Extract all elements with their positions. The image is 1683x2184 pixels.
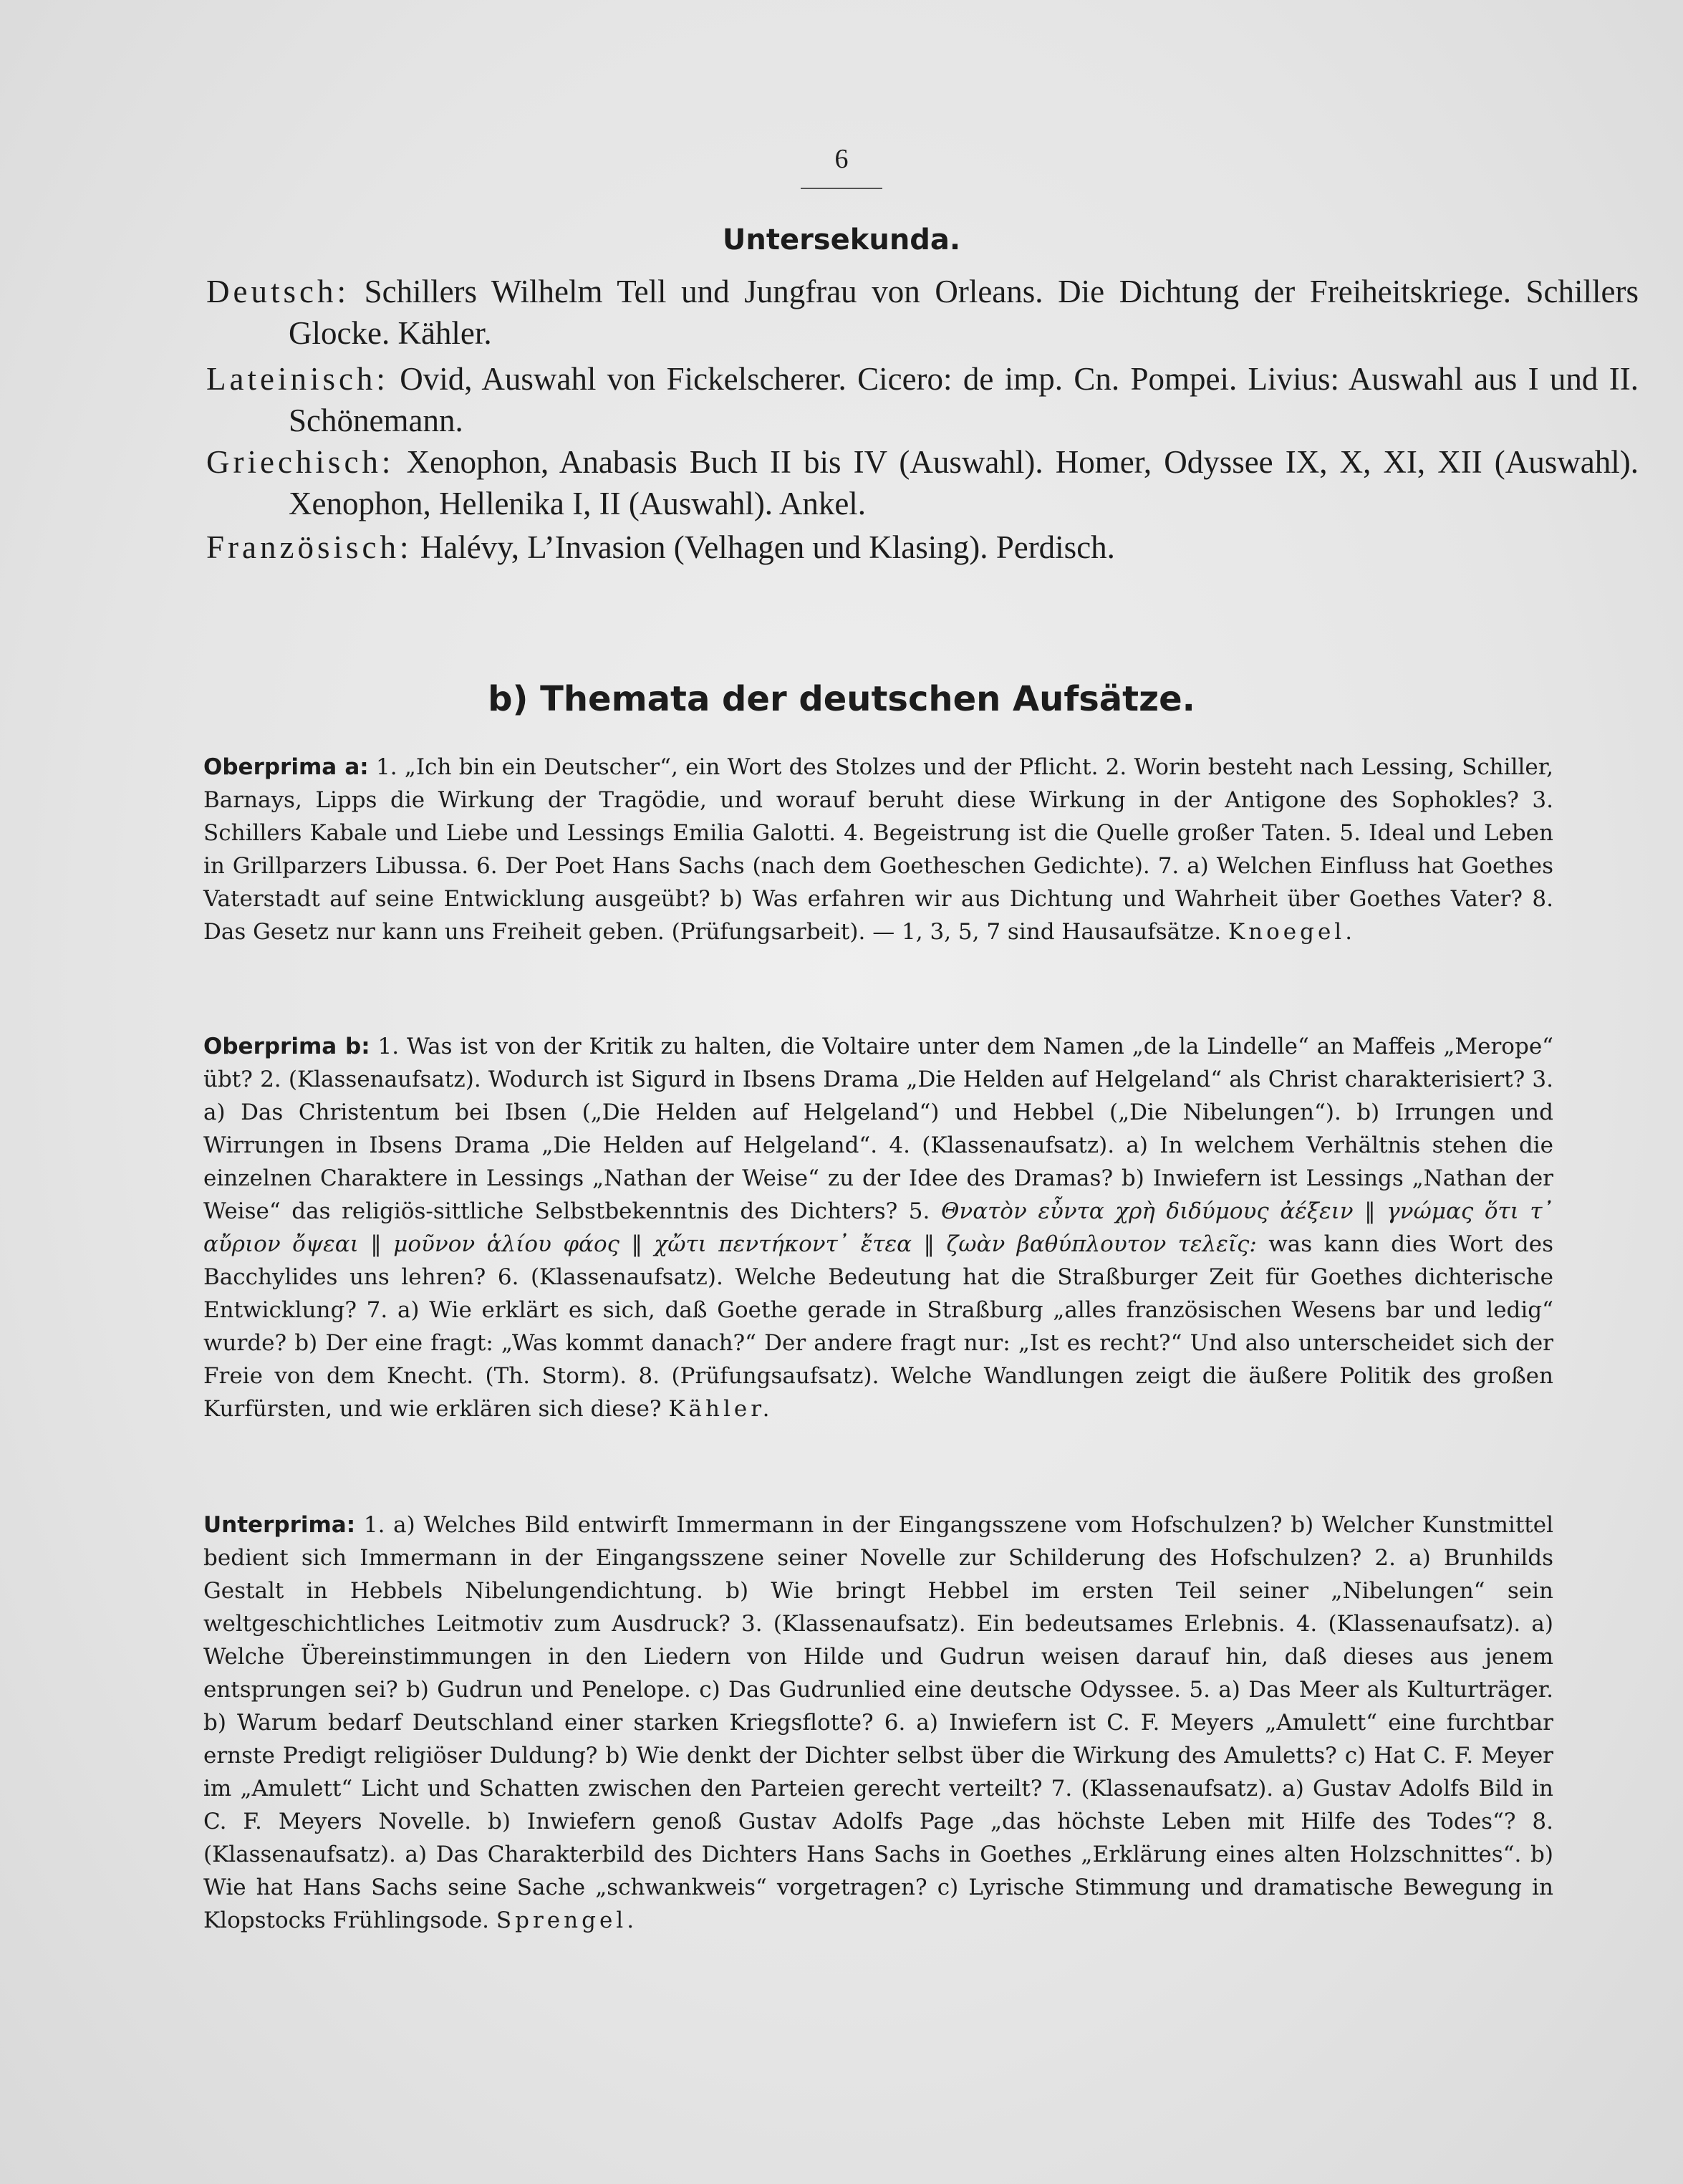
reading-entry-griechisch — [206, 441, 1639, 524]
reading-text: Schillers Wilhelm Tell und Jungfrau von Orleans. Die Dichtung der Freiheitskriege. Schillers Glocke. Kähler. — [289, 274, 1639, 351]
page-number: 6 — [834, 144, 849, 174]
oberprima-a-paragraph — [203, 751, 1553, 948]
unterprima-paragraph — [203, 1509, 1553, 1937]
oberprima-b-label: Oberprima b: — [203, 1034, 370, 1059]
page-number-rule — [801, 188, 882, 189]
reading-entry-franzoesisch — [206, 526, 1639, 568]
greek-quotation: Θνατὸν εὖντα χρὴ διδύμους ἀέξειν ‖ γνώμας ὅτι τ᾽ αὔριον ὄψεαι ‖ μοῦνον ἁλίου φάος ‖ χὤτι πεντήκοντ᾽ ἔτεα ‖ ζωὰν βαθύπλουτον τελεῖς: — [203, 1198, 1553, 1257]
reading-subject: Griechisch: — [206, 444, 395, 480]
oberprima-b-text-before: 1. Was ist von der Kritik zu halten, die Voltaire unter dem Namen „de la Lindelle“ an Maffeis „Merope“ übt? 2. (Klassenaufsatz). Wodurch ist Sigurd in Ibsens Drama „Die Helden auf Helgeland“ als Christ charakterisiert? 3. a) Das Christentum bei Ibsen („Die Helden auf Helgeland“) und Hebbel („Die Nibelungen“). b) Irrungen und Wirrungen in Ibsens Drama „Die Helden auf Helgeland“. 4. (Klassenaufsatz). a) In welchem Verhältnis stehen die einzelnen Charaktere in Lessings „Nathan der Weise“ zu der Idee des Dramas? b) Inwiefern ist Lessings „Nathan der Weise“ das religiös-sittliche Selbstbekenntnis des Dichters? 5. — [203, 1034, 1554, 1224]
reading-entry-deutsch — [206, 271, 1639, 354]
reading-text: Halévy, L’Invasion (Velhagen und Klasing). Perdisch. — [420, 529, 1115, 565]
oberprima-a-label: Oberprima a: — [203, 754, 369, 780]
unterprima-label: Unterprima: — [203, 1512, 356, 1538]
reading-text: Xenophon, Anabasis Buch II bis IV (Auswahl). Homer, Odyssee IX, X, XI, XII (Auswahl). Xenophon, Hellenika I, II (Auswahl). Ankel. — [289, 444, 1639, 521]
oberprima-b-teacher: Kähler. — [668, 1396, 773, 1422]
oberprima-b-text-after: was kann dies Wort des Bacchylides uns lehren? 6. (Klassenaufsatz). Welche Bedeutung hat die Straßburger Zeit für Goethes dichterische Entwicklung? 7. a) Wie erklärt es sich, daß Goethe gerade in Straßburg „alles französischen Wesens bar und ledig“ wurde? b) Der eine fragt: „Was kommt danach?“ Der andere fragt nur: „Ist es recht?“ Und also unterscheidet sich der Freie von dem Knecht. (Th. Storm). 8. (Prüfungsaufsatz). Welche Wandlungen zeigt die äußere Politik des großen Kurfürsten, und wie erklären sich diese? — [203, 1231, 1553, 1422]
oberprima-a-teacher: Knoegel. — [1228, 919, 1356, 945]
reading-text: Ovid, Auswahl von Fickelscherer. Cicero: de imp. Cn. Pompei. Livius: Auswahl aus I und II. Schönemann. — [289, 361, 1639, 438]
reading-subject: Lateinisch: — [206, 361, 389, 397]
oberprima-a-text: 1. „Ich bin ein Deutscher“, ein Wort des Stolzes und der Pflicht. 2. Worin besteht nach Lessing, Schiller, Barnays, Lipps die Wirkung der Tragödie, und worauf beruht diese Wirkung in der Antigone des Sophokles? 3. Schillers Kabale und Liebe und Lessings Emilia Galotti. 4. Begeistrung ist die Quelle großer Taten. 5. Ideal und Leben in Grillparzers Libussa. 6. Der Poet Hans Sachs (nach dem Goetheschen Gedichte). 7. a) Welchen Einfluss hat Goethes Vaterstadt auf seine Entwicklung ausgeübt? b) Was erfahren wir aus Dichtung und Wahrheit über Goethes Vater? 8. Das Gesetz nur kann uns Freiheit geben. (Prüfungsarbeit). — 1, 3, 5, 7 sind Hausaufsätze. — [203, 754, 1554, 945]
reading-subject: Französisch: — [206, 529, 413, 565]
reading-subject: Deutsch: — [206, 274, 349, 309]
themata-title: b) Themata der deutschen Aufsätze. — [488, 679, 1195, 719]
unterprima-teacher: Sprengel. — [496, 1908, 638, 1933]
unterprima-text: 1. a) Welches Bild entwirft Immermann in der Eingangsszene vom Hofschulzen? b) Welcher Kunstmittel bedient sich Immermann in der Eingangsszene seiner Novelle zur Schilderung des Hofschulzen? 2. a) Brunhilds Gestalt in Hebbels Nibelungendichtung. b) Wie bringt Hebbel im ersten Teil seiner „Nibelungen“ sein weltgeschichtliches Leitmotiv zum Ausdruck? 3. (Klassenaufsatz). Ein bedeutsames Erlebnis. 4. (Klassenaufsatz). a) Welche Übereinstimmungen in den Liedern von Hilde und Gudrun weisen darauf hin, daß dieses aus jenem entsprungen sei? b) Gudrun und Penelope. c) Das Gudrunlied eine deutsche Odyssee. 5. a) Das Meer als Kulturträger. b) Warum bedarf Deutschland einer starken Kriegsflotte? 6. a) Inwiefern ist C. F. Meyers „Amulett“ eine furchtbar ernste Predigt religiöser Duldung? b) Wie denkt der Dichter selbst über die Wirkung des Amuletts? c) Hat C. F. Meyer im „Amulett“ Licht und Schatten zwischen den Parteien gerecht verteilt? 7. (Klassenaufsatz). a) Gustav Adolfs Bild in C. F. Meyers Novelle. b) Inwiefern genoß Gustav Adolfs Page „das höchste Leben mit Hilfe des Todes“? 8. (Klassenaufsatz). a) Das Charakterbild des Dichters Hans Sachs in Goethes „Erklärung eines alten Holzschnittes“. b) Wie hat Hans Sachs seine Sache „schwankweis“ vorgetragen? c) Lyrische Stimmung und dramatische Bewegung in Klopstocks Frühlingsode. — [203, 1512, 1553, 1933]
section-title-untersekunda: Untersekunda. — [722, 223, 961, 256]
reading-entry-lateinisch — [206, 358, 1639, 441]
oberprima-b-paragraph — [203, 1030, 1553, 1425]
